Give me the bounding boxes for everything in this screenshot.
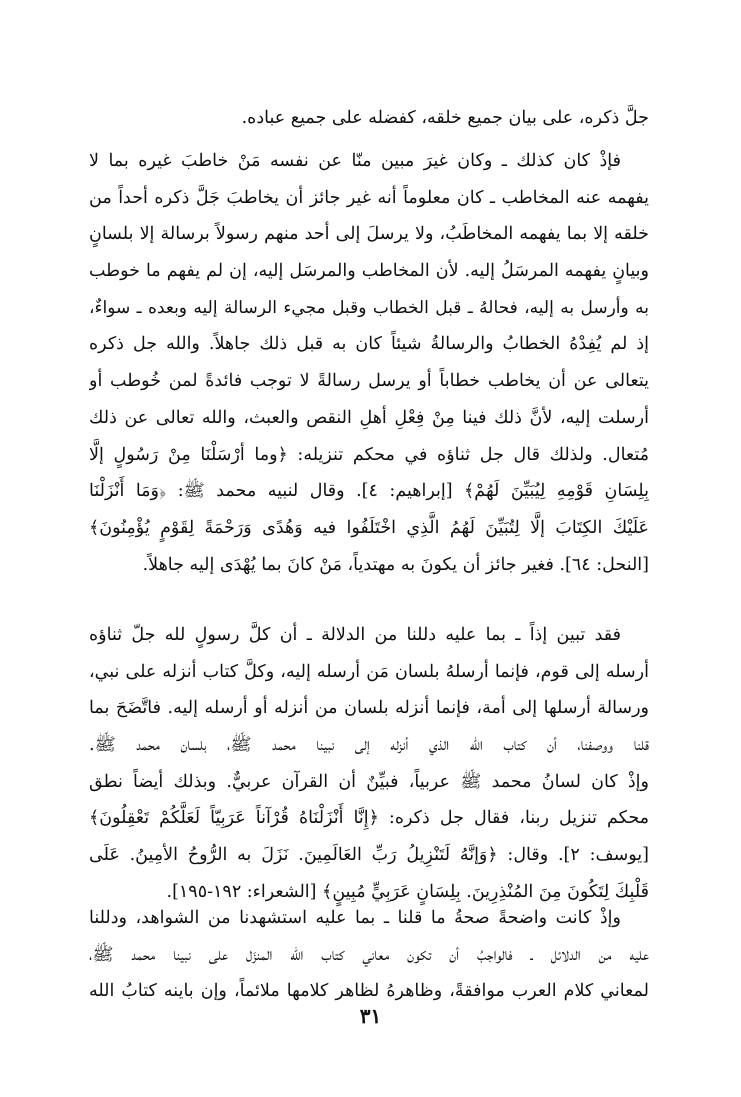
text-line: قَلْبِكَ لِتَكُونَ مِنَ المُنْذِرِينَ. بِلِسَانٍ عَرَبِيٍّ مُبِينٍ﴾ [الشعراء: ١٩٢-١٩٥]. bbox=[166, 881, 649, 902]
text-line: أرسله إلى قوم، فإنما أرسلهُ بلسان مَن أرسله إليه، وكلَّ كتاب أنزله على نبي، bbox=[89, 661, 649, 682]
text-line: عَلَيْكَ الكِتَابَ إلَّا لِتُبَيِّنَ لَهُمُ الَّذِي اخْتَلَفُوا فيه وَهُدًى وَرَحْمَةً لِقَوْمٍ يُؤْمِنُونَ﴾ bbox=[89, 517, 649, 538]
text-line: قلنا ووصفنا، أن كتاب الله الذي أنزله إلى نبينا محمد ﷺ، بلسان محمد ﷺ. bbox=[89, 735, 649, 756]
text-line: خلقه إلا بما يفهمه المخاطَبُ، ولا يرسلَ إلى أحد منهم رسولاً برسالة إلا بلسانٍ bbox=[89, 224, 649, 245]
text-line: إذ لم يُفِدْهُ الخطابُ والرسالةُ شيئاً كان به قبل ذلك جاهلاً. والله جل ذكره bbox=[89, 334, 649, 355]
text-line: جلَّ ذكره، على بيان جميع خلقه، كفضله على جميع عباده. bbox=[241, 108, 649, 128]
text-line: وإذْ كان لسانُ محمد ﷺ عربياً، فبيِّنٌ أن القرآن عربيٌّ. وبذلك أيضاً نطق bbox=[89, 771, 649, 792]
text-line: وبيانٍ يفهمه المرسَلُ إليه. لأن المخاطب والمرسَل إليه، إن لم يفهم ما خوطب bbox=[89, 261, 649, 282]
text-line: به وأرسل به إليه، فحالهُ ـ قبل الخطاب وقبل مجيء الرسالة إليه وبعده ـ سواءٌ، bbox=[89, 297, 649, 318]
text-line: ورسالة أرسلها إلى أمة، فإنما أنزله بلسان من أنزله أو أرسله إليه. فاتَّضَحَ بما bbox=[89, 698, 649, 719]
text-line: يتعالى عن أن يخاطب خطاباً أو يرسل رسالةً لا توجب فائدةً لمن خُوطب أو bbox=[89, 371, 649, 392]
text-line: أرسلت إليه، لأنَّ ذلك فينا مِنْ فِعْلِ أهلِ النقص والعبث، والله تعالى عن ذلك bbox=[89, 407, 649, 428]
paragraph-1 bbox=[89, 100, 649, 137]
text-line: فإذْ كان كذلك ـ وكان غيرَ مبين منّا عن نفسه مَنْ خاطبَ غيره بما لا bbox=[89, 151, 621, 171]
text-line: [يوسف: ٢]. وقال: ﴿وَإنَّهُ لَتَنْزِيلُ رَبِّ العَالَمِينَ. نَزَلَ به الرُّوحُ الأمِينُ. عَلَى bbox=[89, 845, 649, 866]
text-line: وإذْ كانت واضحةً صحةُ ما قلنا ـ بما عليه استشهدنا من الشواهد، ودللنا bbox=[89, 908, 621, 928]
page-number: ٣١ bbox=[359, 1004, 382, 1028]
text-line: يفهمه عنه المخاطب ـ كان معلوماً أنه غير جائز أن يخاطبَ جَلَّ ذكره أحداً من bbox=[89, 187, 649, 208]
paragraph-2 bbox=[89, 143, 649, 583]
paragraph-3 bbox=[89, 617, 649, 911]
text-line: فقد تبين إذاً ـ بما عليه دللنا من الدلالة ـ أن كلَّ رسولٍ لله جلّ ثناؤه bbox=[89, 625, 621, 645]
text-line: مُتعال. ولذلك قال جل ثناؤه في محكم تنزيله: ﴿وما أرْسَلْنَا مِنْ رَسُولٍ إلَّا bbox=[89, 444, 649, 465]
text-line: محكم تنزيل ربنا، فقال جل ذكره: ﴿إِنَّا أَنْزَلْنَاهُ قُرْآناً عَرَبِيّاً لَعَلَّكُمْ تَعْقِلُونَ﴾ bbox=[89, 808, 649, 829]
text-line: لمعاني كلام العرب موافقةً، وظاهرهُ لظاهر كلامها ملائماً، وإن باينه كتابُ الله bbox=[89, 981, 649, 1002]
text-line: بِلِسَانِ قَوْمِهِ لِيُبَيِّنَ لَهُمْ﴾ [إبراهيم: ٤]. وقال لنبيه محمد ﷺ: ﴿وَمَا أَنْزَلْنَا bbox=[89, 481, 649, 502]
text-line: عليه من الدلائل ـ فالواجبُ أن تكون معاني كتاب الله المنزَل على نبينا محمد ﷺ، bbox=[89, 944, 649, 965]
paragraph-4 bbox=[89, 900, 649, 1010]
text-line: [النحل: ٦٤]. فغير جائز أن يكونَ به مهتدياً، مَنْ كانَ بما يُهْدَى إليه جاهلاً. bbox=[142, 554, 649, 575]
